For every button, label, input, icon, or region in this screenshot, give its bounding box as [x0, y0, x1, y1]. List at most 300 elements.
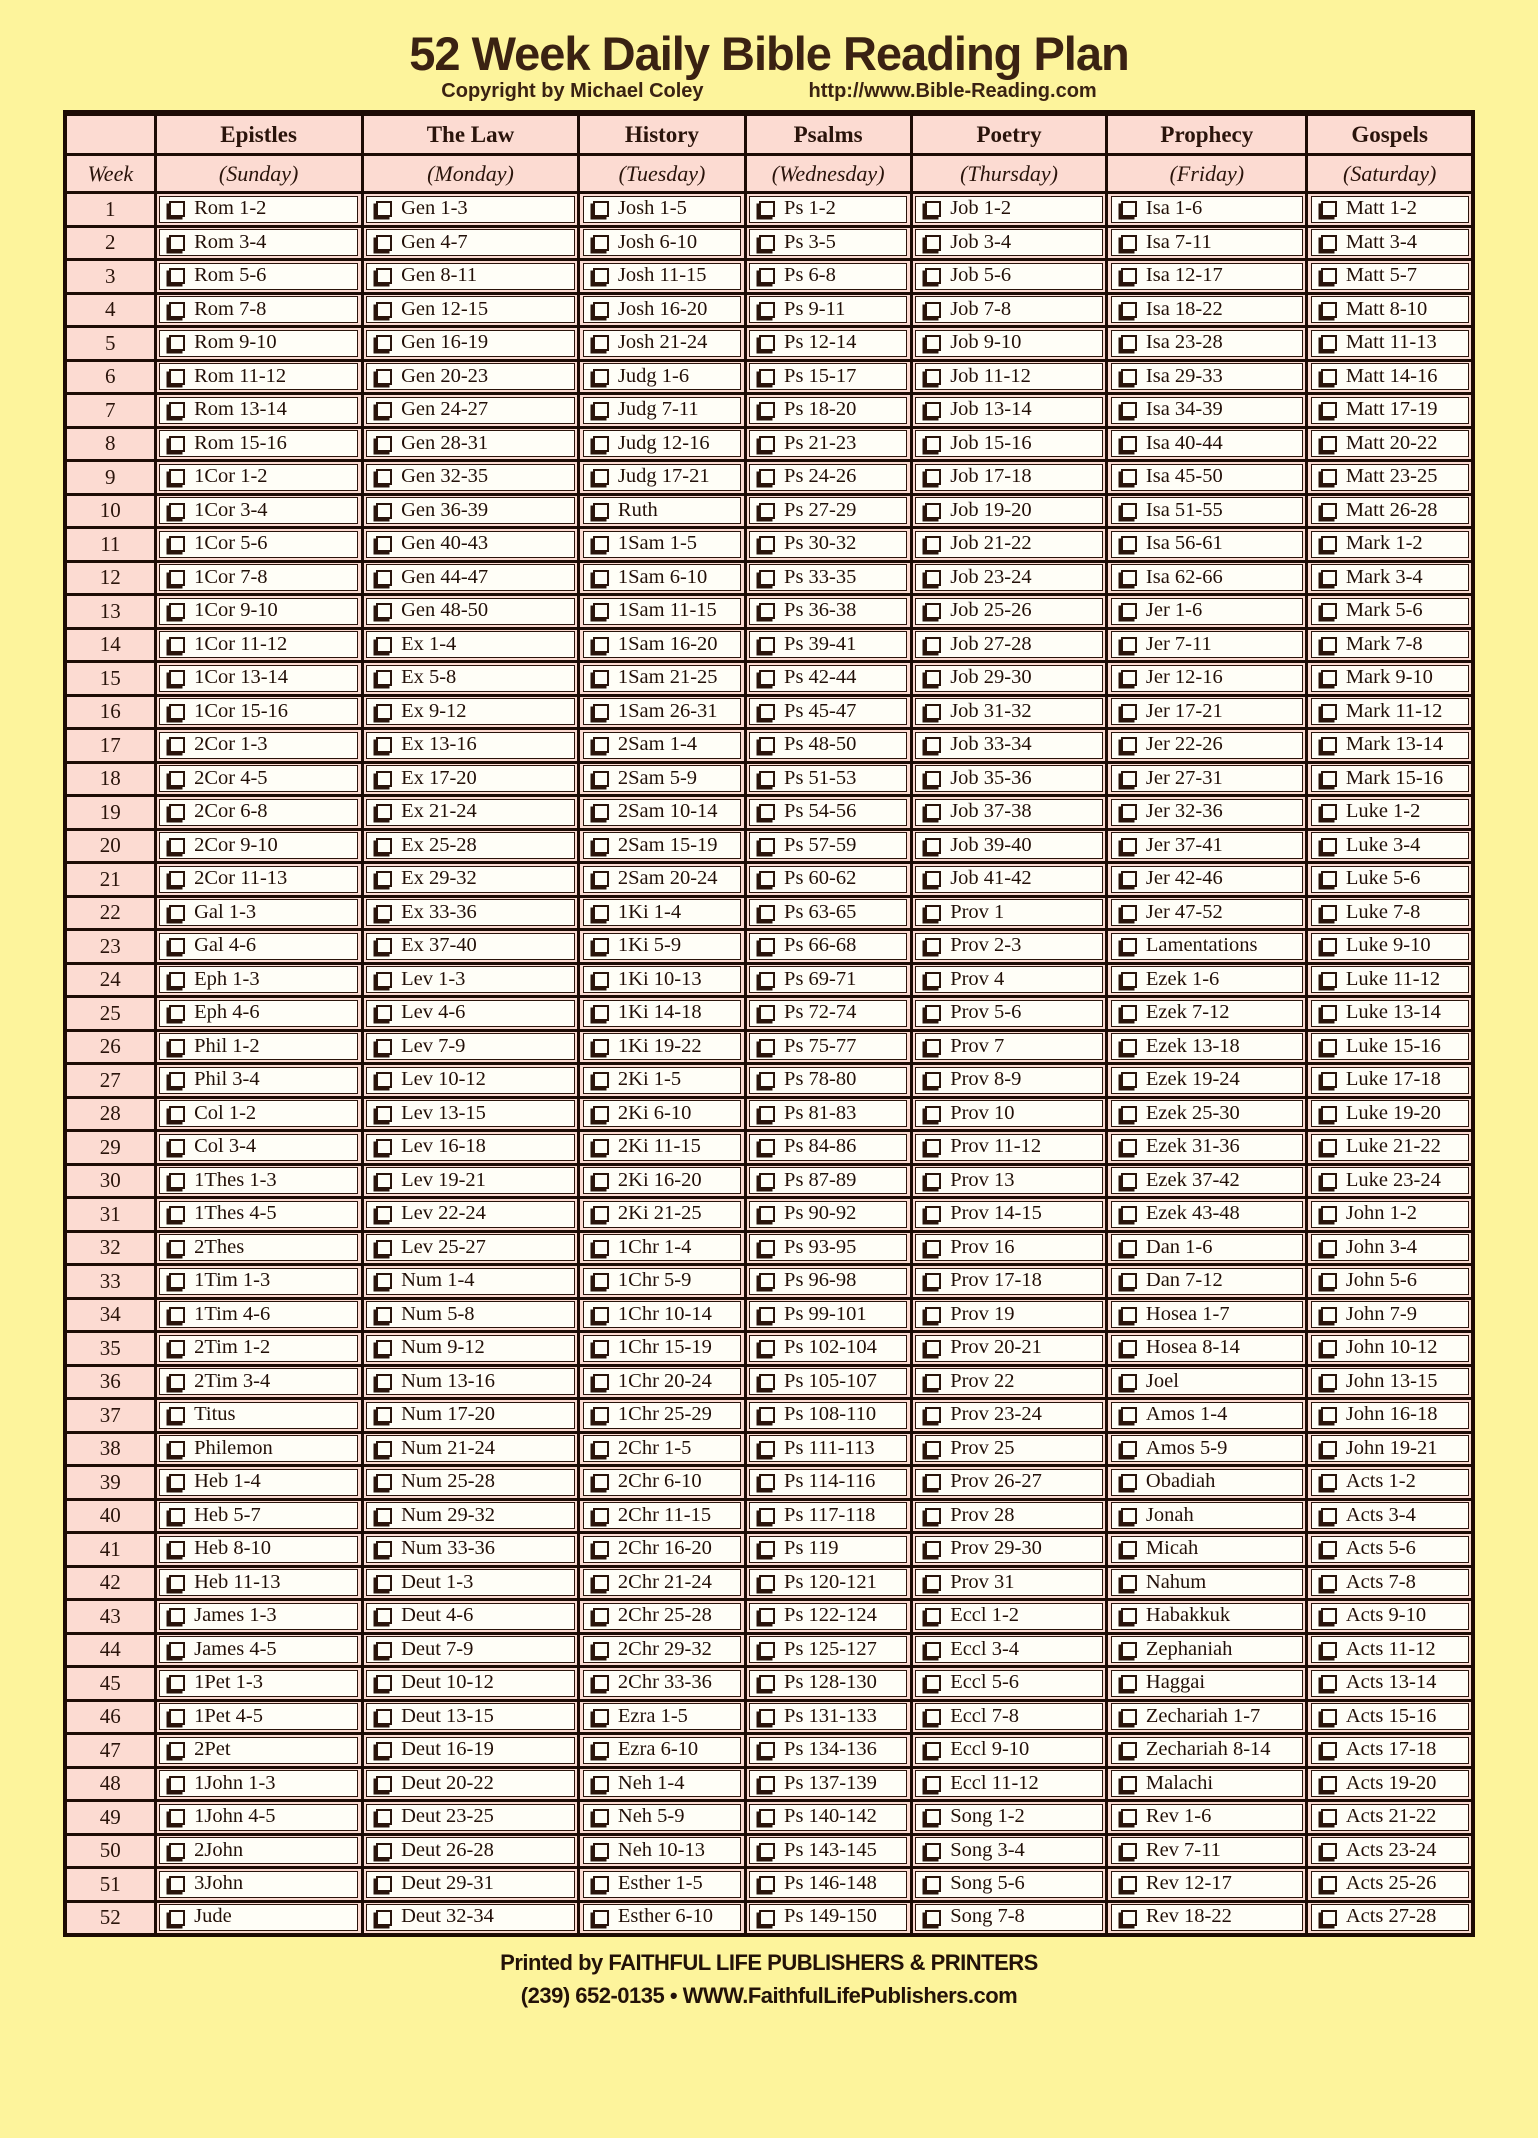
checkbox-icon[interactable]	[169, 1608, 185, 1624]
checkbox-icon[interactable]	[593, 1072, 609, 1088]
checkbox-icon[interactable]	[759, 704, 775, 720]
checkbox-icon[interactable]	[1321, 1240, 1337, 1256]
checkbox-icon[interactable]	[593, 1340, 609, 1356]
checkbox-icon[interactable]	[1121, 871, 1137, 887]
checkbox-icon[interactable]	[1121, 335, 1137, 351]
checkbox-icon[interactable]	[925, 1374, 941, 1390]
checkbox-icon[interactable]	[593, 436, 609, 452]
checkbox-icon[interactable]	[593, 1675, 609, 1691]
checkbox-icon[interactable]	[1321, 1809, 1337, 1825]
checkbox-icon[interactable]	[593, 1709, 609, 1725]
checkbox-icon[interactable]	[169, 1374, 185, 1390]
checkbox-icon[interactable]	[593, 1508, 609, 1524]
checkbox-icon[interactable]	[759, 1139, 775, 1155]
checkbox-icon[interactable]	[376, 268, 392, 284]
checkbox-icon[interactable]	[759, 570, 775, 586]
checkbox-icon[interactable]	[759, 1307, 775, 1323]
checkbox-icon[interactable]	[759, 1106, 775, 1122]
checkbox-icon[interactable]	[169, 469, 185, 485]
checkbox-icon[interactable]	[169, 369, 185, 385]
checkbox-icon[interactable]	[925, 201, 941, 217]
checkbox-icon[interactable]	[593, 838, 609, 854]
checkbox-icon[interactable]	[376, 1374, 392, 1390]
checkbox-icon[interactable]	[376, 972, 392, 988]
checkbox-icon[interactable]	[593, 402, 609, 418]
checkbox-icon[interactable]	[1121, 1608, 1137, 1624]
checkbox-icon[interactable]	[759, 871, 775, 887]
checkbox-icon[interactable]	[925, 1776, 941, 1792]
checkbox-icon[interactable]	[376, 1675, 392, 1691]
checkbox-icon[interactable]	[1121, 637, 1137, 653]
checkbox-icon[interactable]	[593, 1541, 609, 1557]
checkbox-icon[interactable]	[376, 570, 392, 586]
checkbox-icon[interactable]	[925, 1709, 941, 1725]
checkbox-icon[interactable]	[169, 335, 185, 351]
checkbox-icon[interactable]	[925, 235, 941, 251]
checkbox-icon[interactable]	[169, 1809, 185, 1825]
checkbox-icon[interactable]	[169, 972, 185, 988]
checkbox-icon[interactable]	[376, 1742, 392, 1758]
checkbox-icon[interactable]	[1321, 1106, 1337, 1122]
checkbox-icon[interactable]	[169, 1240, 185, 1256]
checkbox-icon[interactable]	[1121, 1474, 1137, 1490]
checkbox-icon[interactable]	[1121, 1441, 1137, 1457]
checkbox-icon[interactable]	[593, 1910, 609, 1926]
checkbox-icon[interactable]	[169, 1642, 185, 1658]
checkbox-icon[interactable]	[1121, 1910, 1137, 1926]
checkbox-icon[interactable]	[593, 1575, 609, 1591]
checkbox-icon[interactable]	[759, 771, 775, 787]
checkbox-icon[interactable]	[759, 1173, 775, 1189]
checkbox-icon[interactable]	[376, 1072, 392, 1088]
checkbox-icon[interactable]	[593, 1273, 609, 1289]
checkbox-icon[interactable]	[593, 503, 609, 519]
checkbox-icon[interactable]	[759, 1474, 775, 1490]
checkbox-icon[interactable]	[169, 1441, 185, 1457]
checkbox-icon[interactable]	[759, 1776, 775, 1792]
checkbox-icon[interactable]	[376, 704, 392, 720]
checkbox-icon[interactable]	[1321, 637, 1337, 653]
checkbox-icon[interactable]	[759, 1441, 775, 1457]
checkbox-icon[interactable]	[593, 1843, 609, 1859]
checkbox-icon[interactable]	[1121, 1642, 1137, 1658]
checkbox-icon[interactable]	[759, 1642, 775, 1658]
checkbox-icon[interactable]	[1121, 1709, 1137, 1725]
checkbox-icon[interactable]	[1321, 235, 1337, 251]
checkbox-icon[interactable]	[169, 1173, 185, 1189]
checkbox-icon[interactable]	[376, 1608, 392, 1624]
checkbox-icon[interactable]	[925, 1608, 941, 1624]
checkbox-icon[interactable]	[376, 436, 392, 452]
checkbox-icon[interactable]	[925, 603, 941, 619]
checkbox-icon[interactable]	[925, 335, 941, 351]
checkbox-icon[interactable]	[925, 302, 941, 318]
checkbox-icon[interactable]	[925, 1843, 941, 1859]
checkbox-icon[interactable]	[1321, 972, 1337, 988]
checkbox-icon[interactable]	[593, 268, 609, 284]
checkbox-icon[interactable]	[376, 235, 392, 251]
checkbox-icon[interactable]	[1321, 369, 1337, 385]
checkbox-icon[interactable]	[1321, 268, 1337, 284]
checkbox-icon[interactable]	[925, 402, 941, 418]
checkbox-icon[interactable]	[1321, 436, 1337, 452]
checkbox-icon[interactable]	[759, 1039, 775, 1055]
checkbox-icon[interactable]	[1321, 1474, 1337, 1490]
checkbox-icon[interactable]	[759, 1407, 775, 1423]
checkbox-icon[interactable]	[759, 302, 775, 318]
checkbox-icon[interactable]	[593, 235, 609, 251]
checkbox-icon[interactable]	[1321, 1307, 1337, 1323]
checkbox-icon[interactable]	[1321, 1508, 1337, 1524]
checkbox-icon[interactable]	[376, 1407, 392, 1423]
checkbox-icon[interactable]	[1321, 1675, 1337, 1691]
checkbox-icon[interactable]	[759, 1709, 775, 1725]
checkbox-icon[interactable]	[376, 938, 392, 954]
checkbox-icon[interactable]	[759, 1910, 775, 1926]
checkbox-icon[interactable]	[1121, 1273, 1137, 1289]
checkbox-icon[interactable]	[169, 436, 185, 452]
checkbox-icon[interactable]	[925, 503, 941, 519]
checkbox-icon[interactable]	[925, 871, 941, 887]
checkbox-icon[interactable]	[376, 1776, 392, 1792]
checkbox-icon[interactable]	[1321, 603, 1337, 619]
checkbox-icon[interactable]	[169, 737, 185, 753]
checkbox-icon[interactable]	[925, 1206, 941, 1222]
checkbox-icon[interactable]	[925, 972, 941, 988]
checkbox-icon[interactable]	[759, 436, 775, 452]
checkbox-icon[interactable]	[169, 771, 185, 787]
checkbox-icon[interactable]	[593, 570, 609, 586]
checkbox-icon[interactable]	[593, 771, 609, 787]
checkbox-icon[interactable]	[1321, 771, 1337, 787]
checkbox-icon[interactable]	[593, 972, 609, 988]
checkbox-icon[interactable]	[1321, 1407, 1337, 1423]
checkbox-icon[interactable]	[759, 804, 775, 820]
checkbox-icon[interactable]	[925, 1407, 941, 1423]
checkbox-icon[interactable]	[593, 1776, 609, 1792]
checkbox-icon[interactable]	[759, 469, 775, 485]
checkbox-icon[interactable]	[593, 603, 609, 619]
checkbox-icon[interactable]	[376, 1709, 392, 1725]
checkbox-icon[interactable]	[1121, 1742, 1137, 1758]
checkbox-icon[interactable]	[925, 268, 941, 284]
checkbox-icon[interactable]	[1121, 1843, 1137, 1859]
checkbox-icon[interactable]	[169, 1307, 185, 1323]
checkbox-icon[interactable]	[1121, 938, 1137, 954]
checkbox-icon[interactable]	[169, 1575, 185, 1591]
checkbox-icon[interactable]	[759, 268, 775, 284]
checkbox-icon[interactable]	[1121, 268, 1137, 284]
checkbox-icon[interactable]	[759, 402, 775, 418]
checkbox-icon[interactable]	[925, 1876, 941, 1892]
checkbox-icon[interactable]	[593, 804, 609, 820]
checkbox-icon[interactable]	[1121, 436, 1137, 452]
checkbox-icon[interactable]	[169, 1541, 185, 1557]
checkbox-icon[interactable]	[925, 938, 941, 954]
checkbox-icon[interactable]	[925, 436, 941, 452]
checkbox-icon[interactable]	[925, 1474, 941, 1490]
checkbox-icon[interactable]	[169, 1206, 185, 1222]
checkbox-icon[interactable]	[925, 670, 941, 686]
checkbox-icon[interactable]	[1321, 938, 1337, 954]
checkbox-icon[interactable]	[593, 1642, 609, 1658]
checkbox-icon[interactable]	[1321, 804, 1337, 820]
checkbox-icon[interactable]	[1321, 1843, 1337, 1859]
checkbox-icon[interactable]	[376, 1340, 392, 1356]
checkbox-icon[interactable]	[376, 871, 392, 887]
checkbox-icon[interactable]	[1121, 603, 1137, 619]
checkbox-icon[interactable]	[925, 1139, 941, 1155]
checkbox-icon[interactable]	[1321, 1206, 1337, 1222]
checkbox-icon[interactable]	[1321, 737, 1337, 753]
checkbox-icon[interactable]	[759, 1843, 775, 1859]
checkbox-icon[interactable]	[169, 670, 185, 686]
checkbox-icon[interactable]	[925, 1508, 941, 1524]
checkbox-icon[interactable]	[1121, 670, 1137, 686]
checkbox-icon[interactable]	[169, 1072, 185, 1088]
checkbox-icon[interactable]	[925, 369, 941, 385]
checkbox-icon[interactable]	[169, 1106, 185, 1122]
checkbox-icon[interactable]	[169, 637, 185, 653]
checkbox-icon[interactable]	[169, 235, 185, 251]
checkbox-icon[interactable]	[1321, 1575, 1337, 1591]
checkbox-icon[interactable]	[1121, 771, 1137, 787]
checkbox-icon[interactable]	[925, 838, 941, 854]
checkbox-icon[interactable]	[1121, 1675, 1137, 1691]
checkbox-icon[interactable]	[169, 1340, 185, 1356]
checkbox-icon[interactable]	[759, 503, 775, 519]
checkbox-icon[interactable]	[376, 1642, 392, 1658]
checkbox-icon[interactable]	[1121, 469, 1137, 485]
checkbox-icon[interactable]	[1121, 302, 1137, 318]
checkbox-icon[interactable]	[593, 536, 609, 552]
checkbox-icon[interactable]	[759, 838, 775, 854]
checkbox-icon[interactable]	[925, 771, 941, 787]
checkbox-icon[interactable]	[376, 905, 392, 921]
checkbox-icon[interactable]	[593, 1809, 609, 1825]
checkbox-icon[interactable]	[376, 637, 392, 653]
checkbox-icon[interactable]	[759, 235, 775, 251]
checkbox-icon[interactable]	[925, 1675, 941, 1691]
checkbox-icon[interactable]	[1321, 1541, 1337, 1557]
checkbox-icon[interactable]	[169, 871, 185, 887]
checkbox-icon[interactable]	[376, 402, 392, 418]
checkbox-icon[interactable]	[593, 1005, 609, 1021]
checkbox-icon[interactable]	[593, 1173, 609, 1189]
checkbox-icon[interactable]	[593, 1742, 609, 1758]
checkbox-icon[interactable]	[759, 1072, 775, 1088]
checkbox-icon[interactable]	[593, 1206, 609, 1222]
checkbox-icon[interactable]	[1121, 402, 1137, 418]
checkbox-icon[interactable]	[593, 469, 609, 485]
checkbox-icon[interactable]	[1321, 871, 1337, 887]
checkbox-icon[interactable]	[1321, 335, 1337, 351]
checkbox-icon[interactable]	[925, 469, 941, 485]
checkbox-icon[interactable]	[376, 1307, 392, 1323]
checkbox-icon[interactable]	[1121, 838, 1137, 854]
checkbox-icon[interactable]	[1321, 670, 1337, 686]
checkbox-icon[interactable]	[169, 838, 185, 854]
checkbox-icon[interactable]	[376, 1206, 392, 1222]
checkbox-icon[interactable]	[925, 1039, 941, 1055]
checkbox-icon[interactable]	[759, 972, 775, 988]
checkbox-icon[interactable]	[593, 1608, 609, 1624]
checkbox-icon[interactable]	[759, 1541, 775, 1557]
checkbox-icon[interactable]	[169, 268, 185, 284]
checkbox-icon[interactable]	[1321, 1005, 1337, 1021]
checkbox-icon[interactable]	[169, 570, 185, 586]
checkbox-icon[interactable]	[169, 1407, 185, 1423]
checkbox-icon[interactable]	[169, 804, 185, 820]
checkbox-icon[interactable]	[169, 1709, 185, 1725]
checkbox-icon[interactable]	[925, 1106, 941, 1122]
checkbox-icon[interactable]	[169, 704, 185, 720]
checkbox-icon[interactable]	[593, 1039, 609, 1055]
checkbox-icon[interactable]	[376, 1441, 392, 1457]
checkbox-icon[interactable]	[925, 570, 941, 586]
checkbox-icon[interactable]	[925, 1240, 941, 1256]
checkbox-icon[interactable]	[1121, 1173, 1137, 1189]
checkbox-icon[interactable]	[925, 737, 941, 753]
checkbox-icon[interactable]	[925, 1005, 941, 1021]
checkbox-icon[interactable]	[593, 335, 609, 351]
checkbox-icon[interactable]	[1121, 704, 1137, 720]
checkbox-icon[interactable]	[376, 1106, 392, 1122]
checkbox-icon[interactable]	[925, 1273, 941, 1289]
checkbox-icon[interactable]	[376, 737, 392, 753]
checkbox-icon[interactable]	[169, 402, 185, 418]
checkbox-icon[interactable]	[1321, 503, 1337, 519]
checkbox-icon[interactable]	[1321, 1139, 1337, 1155]
checkbox-icon[interactable]	[169, 503, 185, 519]
checkbox-icon[interactable]	[759, 1273, 775, 1289]
checkbox-icon[interactable]	[376, 1005, 392, 1021]
checkbox-icon[interactable]	[759, 369, 775, 385]
checkbox-icon[interactable]	[1321, 1742, 1337, 1758]
checkbox-icon[interactable]	[376, 603, 392, 619]
checkbox-icon[interactable]	[759, 201, 775, 217]
checkbox-icon[interactable]	[1321, 1876, 1337, 1892]
checkbox-icon[interactable]	[376, 1273, 392, 1289]
checkbox-icon[interactable]	[925, 804, 941, 820]
checkbox-icon[interactable]	[1121, 804, 1137, 820]
checkbox-icon[interactable]	[759, 536, 775, 552]
checkbox-icon[interactable]	[169, 1910, 185, 1926]
checkbox-icon[interactable]	[169, 302, 185, 318]
checkbox-icon[interactable]	[593, 1474, 609, 1490]
checkbox-icon[interactable]	[1121, 905, 1137, 921]
checkbox-icon[interactable]	[1321, 1273, 1337, 1289]
checkbox-icon[interactable]	[169, 1843, 185, 1859]
checkbox-icon[interactable]	[1321, 1173, 1337, 1189]
checkbox-icon[interactable]	[169, 1675, 185, 1691]
checkbox-icon[interactable]	[593, 1441, 609, 1457]
checkbox-icon[interactable]	[376, 1809, 392, 1825]
checkbox-icon[interactable]	[1321, 1642, 1337, 1658]
checkbox-icon[interactable]	[1321, 838, 1337, 854]
checkbox-icon[interactable]	[759, 670, 775, 686]
checkbox-icon[interactable]	[1321, 1374, 1337, 1390]
checkbox-icon[interactable]	[759, 1742, 775, 1758]
checkbox-icon[interactable]	[1121, 737, 1137, 753]
checkbox-icon[interactable]	[759, 938, 775, 954]
checkbox-icon[interactable]	[1321, 704, 1337, 720]
checkbox-icon[interactable]	[1121, 536, 1137, 552]
checkbox-icon[interactable]	[376, 536, 392, 552]
checkbox-icon[interactable]	[376, 469, 392, 485]
checkbox-icon[interactable]	[1121, 1206, 1137, 1222]
checkbox-icon[interactable]	[169, 905, 185, 921]
checkbox-icon[interactable]	[169, 1742, 185, 1758]
checkbox-icon[interactable]	[1121, 1809, 1137, 1825]
checkbox-icon[interactable]	[376, 1910, 392, 1926]
checkbox-icon[interactable]	[593, 1374, 609, 1390]
checkbox-icon[interactable]	[1321, 570, 1337, 586]
checkbox-icon[interactable]	[1121, 1340, 1137, 1356]
checkbox-icon[interactable]	[376, 670, 392, 686]
checkbox-icon[interactable]	[1121, 1307, 1137, 1323]
checkbox-icon[interactable]	[1121, 1072, 1137, 1088]
checkbox-icon[interactable]	[759, 335, 775, 351]
checkbox-icon[interactable]	[925, 1072, 941, 1088]
checkbox-icon[interactable]	[1321, 1072, 1337, 1088]
checkbox-icon[interactable]	[593, 1106, 609, 1122]
checkbox-icon[interactable]	[925, 1575, 941, 1591]
checkbox-icon[interactable]	[759, 603, 775, 619]
checkbox-icon[interactable]	[1121, 570, 1137, 586]
checkbox-icon[interactable]	[376, 1876, 392, 1892]
checkbox-icon[interactable]	[593, 1307, 609, 1323]
checkbox-icon[interactable]	[1121, 1039, 1137, 1055]
checkbox-icon[interactable]	[1321, 1608, 1337, 1624]
checkbox-icon[interactable]	[1321, 402, 1337, 418]
checkbox-icon[interactable]	[169, 1474, 185, 1490]
checkbox-icon[interactable]	[1121, 1508, 1137, 1524]
checkbox-icon[interactable]	[376, 1474, 392, 1490]
checkbox-icon[interactable]	[376, 1173, 392, 1189]
checkbox-icon[interactable]	[1321, 201, 1337, 217]
checkbox-icon[interactable]	[1121, 1106, 1137, 1122]
checkbox-icon[interactable]	[376, 1575, 392, 1591]
checkbox-icon[interactable]	[169, 1776, 185, 1792]
checkbox-icon[interactable]	[759, 737, 775, 753]
checkbox-icon[interactable]	[925, 905, 941, 921]
checkbox-icon[interactable]	[593, 369, 609, 385]
checkbox-icon[interactable]	[925, 704, 941, 720]
checkbox-icon[interactable]	[1121, 503, 1137, 519]
checkbox-icon[interactable]	[1121, 972, 1137, 988]
checkbox-icon[interactable]	[759, 1340, 775, 1356]
checkbox-icon[interactable]	[376, 838, 392, 854]
checkbox-icon[interactable]	[169, 1005, 185, 1021]
checkbox-icon[interactable]	[1121, 201, 1137, 217]
checkbox-icon[interactable]	[925, 1441, 941, 1457]
checkbox-icon[interactable]	[925, 1541, 941, 1557]
checkbox-icon[interactable]	[1321, 302, 1337, 318]
checkbox-icon[interactable]	[169, 1876, 185, 1892]
checkbox-icon[interactable]	[925, 536, 941, 552]
checkbox-icon[interactable]	[376, 1843, 392, 1859]
checkbox-icon[interactable]	[169, 1139, 185, 1155]
checkbox-icon[interactable]	[925, 1742, 941, 1758]
checkbox-icon[interactable]	[593, 670, 609, 686]
checkbox-icon[interactable]	[1321, 1910, 1337, 1926]
checkbox-icon[interactable]	[593, 201, 609, 217]
checkbox-icon[interactable]	[925, 1307, 941, 1323]
checkbox-icon[interactable]	[1121, 1776, 1137, 1792]
checkbox-icon[interactable]	[1121, 1575, 1137, 1591]
checkbox-icon[interactable]	[1121, 1005, 1137, 1021]
